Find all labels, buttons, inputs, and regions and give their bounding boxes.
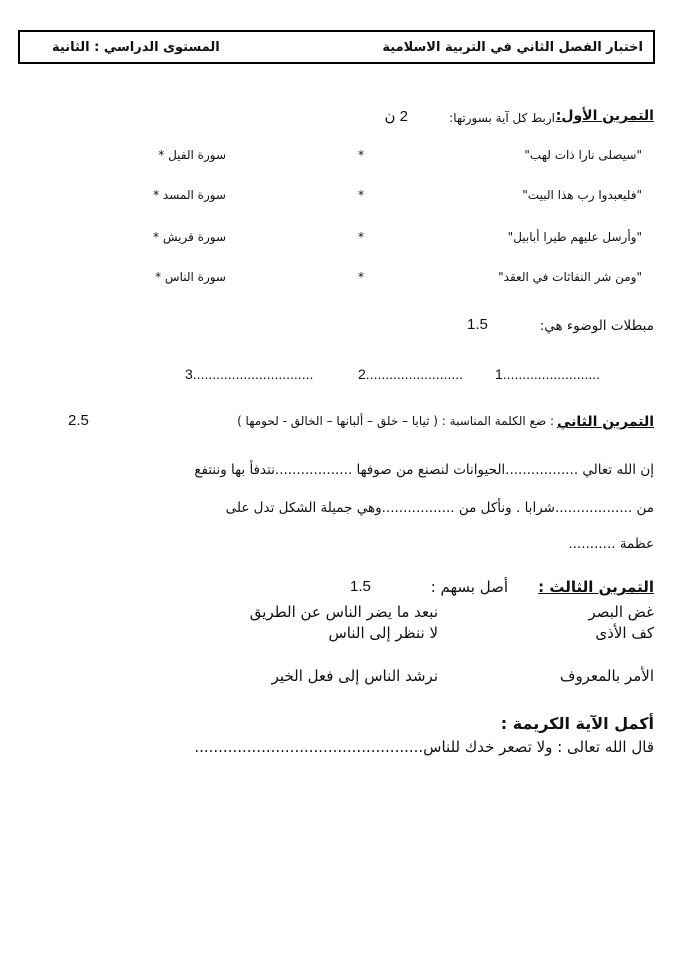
surah-1: سورة الفيل *: [158, 148, 226, 162]
match-star: *: [358, 188, 364, 202]
exercise2-line-3: عظمة ...........: [568, 536, 654, 552]
wudu-label: مبطلات الوضوء هي:: [539, 318, 654, 334]
exam-title: اختبار الفصل الثاني في التربية الاسلامية: [382, 40, 643, 55]
wudu-points: 1.5: [467, 316, 488, 333]
exercise2-points: 2.5: [68, 412, 89, 429]
header-box: [18, 30, 655, 64]
wudu-blank-1: 1.........................: [495, 366, 601, 382]
exercise2-line-2: من ..................شرابا . ونأكل من .................وهي جميلة الشكل تدل على: [225, 500, 654, 516]
exercise3-right-3: الأمر بالمعروف: [559, 667, 654, 685]
exercise3-left-3: نرشد الناس إلى فعل الخير: [271, 667, 438, 685]
exercise1-points: 2 ن: [384, 108, 408, 125]
wudu-blank-3: 3...............................: [185, 366, 314, 382]
exercise2-title: التمرين الثاني: [556, 414, 654, 430]
exercise1-instruction: اربط كل آية بسورتها:: [449, 111, 555, 125]
match-star: *: [358, 270, 364, 284]
verse-1: "سيصلى نارا ذات لهب": [524, 148, 642, 162]
exercise3-right-2: كف الأذى: [595, 624, 654, 642]
exercise3-left-1: نبعد ما يضر الناس عن الطريق: [249, 603, 438, 621]
surah-4: سورة الناس *: [155, 270, 226, 284]
exercise3-title: التمرين الثالث :: [538, 578, 654, 596]
wudu-blank-2: 2.........................: [358, 366, 464, 382]
exercise3-instruction: أصل بسهم :: [430, 578, 508, 596]
exercise3-points: 1.5: [350, 578, 371, 595]
exercise3-left-2: لا ننظر إلى الناس: [328, 624, 438, 642]
surah-2: سورة المسد *: [153, 188, 226, 202]
exercise4-title: أكمل الآية الكريمة :: [500, 714, 654, 733]
verse-3: "وأرسل عليهم طيرا أبابيل": [507, 230, 642, 244]
exercise2-line-1: إن الله تعالي .................الحيوانات لنصنع من صوفها ..................نتدفأ بها وننتفع: [194, 462, 654, 478]
exercise1-title: التمرين الأول:: [555, 108, 654, 124]
surah-3: سورة قريش *: [153, 230, 226, 244]
level-label: المستوى الدراسي : الثانية: [52, 40, 220, 55]
verse-4: "ومن شر النفاثات في العقد": [498, 270, 642, 284]
match-star: *: [358, 230, 364, 244]
match-star: *: [358, 148, 364, 162]
exercise4-line: قال الله تعالى : ولا تصعر خدك للناس................................................: [194, 738, 654, 756]
exercise3-right-1: غض البصر: [588, 603, 654, 621]
exercise2-instruction: : ضع الكلمة المناسبة : ( ثيابا – خلق – ألبانها – الخالق - لحومها ): [237, 414, 554, 428]
verse-2: "فليعبدوا رب هذا البيت": [522, 188, 642, 202]
